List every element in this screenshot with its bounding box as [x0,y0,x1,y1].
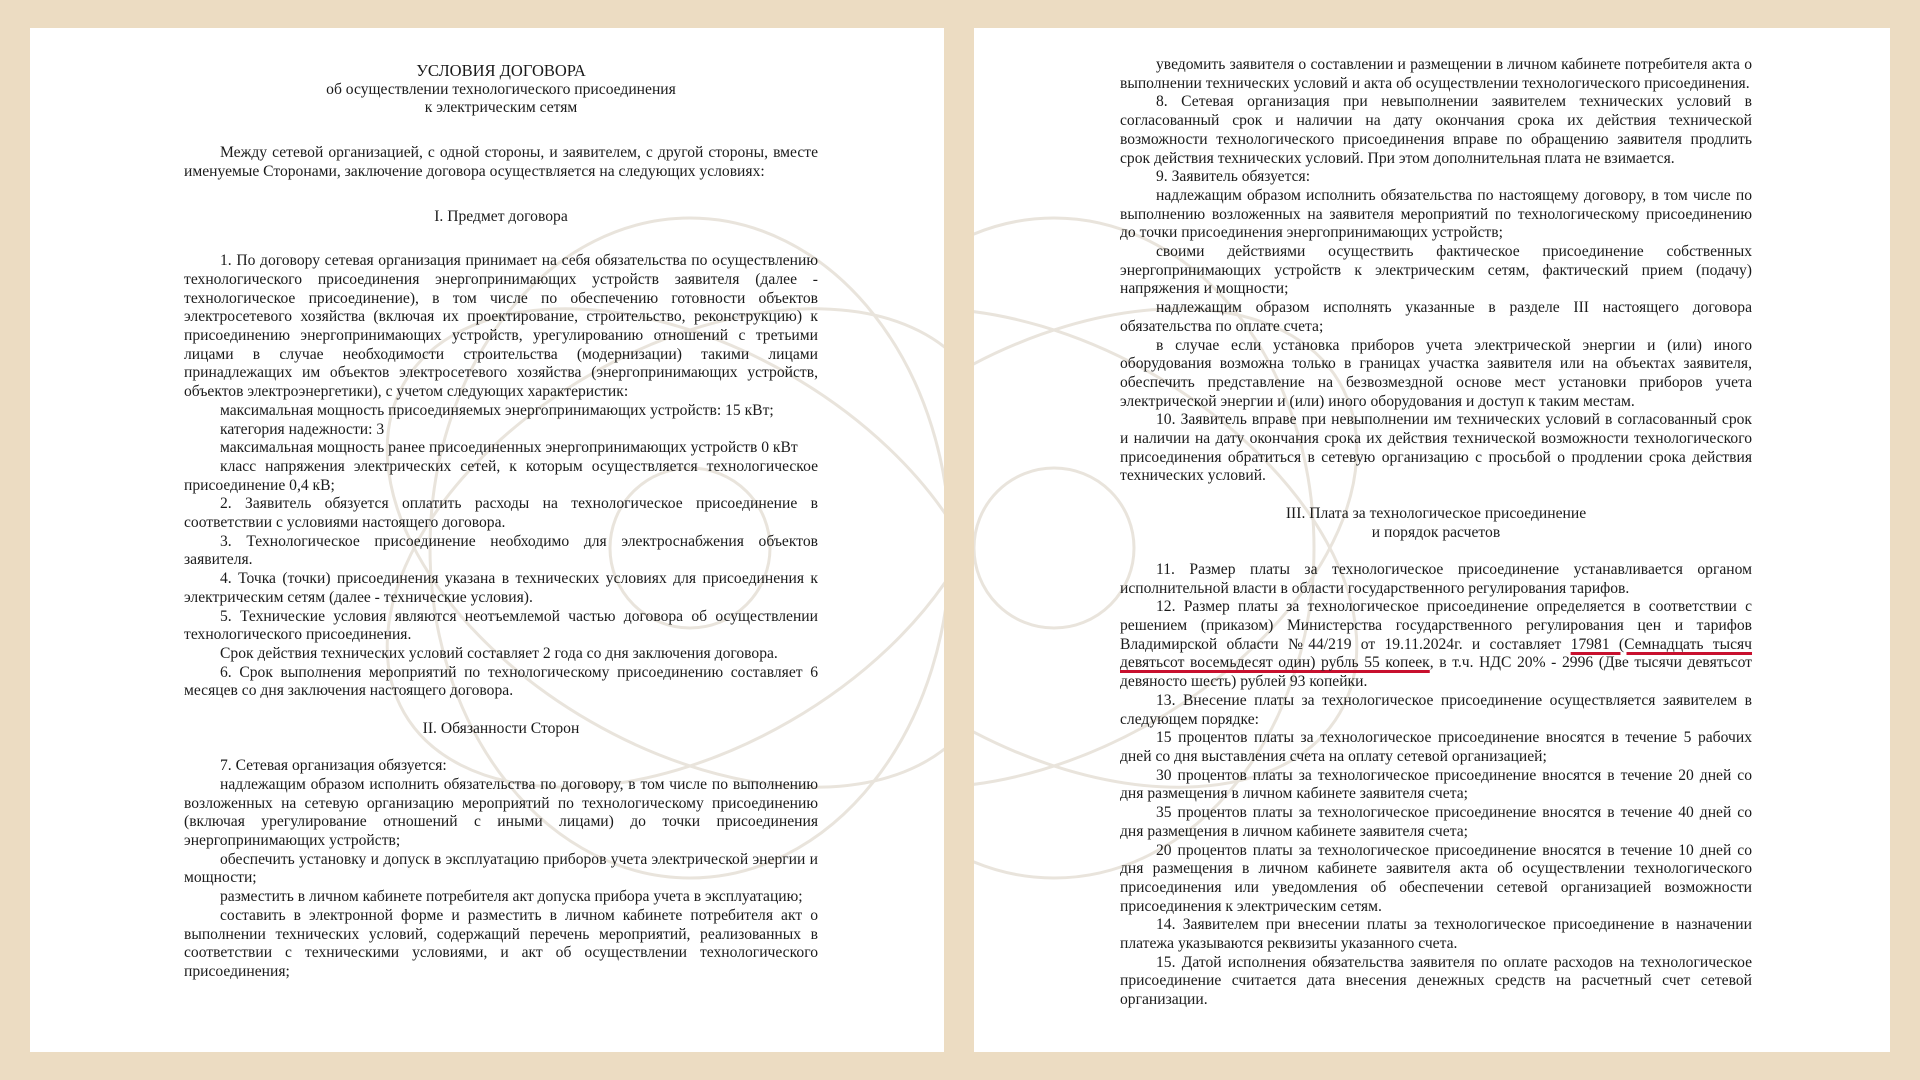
clause-1: 1. По договору сетевая организация принимает на себя обязательства по осуществлению технологического присоединения энергопринимающих устройств заявителя (далее - технологическое присоединение), в том числе по обеспечению готовности объектов электросетевого хозяйства (включая их проектирование, строительство, реконструкцию) к присоединению энергопринимающих устройств, урегулированию отношений с третьими лицами в случае необходимости строительства (модернизации) такими лицами принадлежащих им объектов электросетевого хозяйства (энергопринимающих устройств, объектов электроэнергетики), с учетом следующих характеристик: [184,252,818,401]
clause-13c: 35 процентов платы за технологическое присоединение вносятся в течение 40 дней со дня размещения в личном кабинете заявителя счета; [1120,804,1752,840]
clause-15: 15. Датой исполнения обязательства заявителя по оплате расходов на технологическое присоединение считается дата внесения денежных средств на расчетный счет сетевой организации. [1120,953,1752,1009]
clause-11: 11. Размер платы за технологическое присоединение устанавливается органом исполнительной власти в области государственного регулирования тарифов. [1120,560,1752,597]
left-content [184,62,818,982]
characteristic-previous-power: максимальная мощность ранее присоединенных энергопринимающих устройств 0 кВт [220,439,798,457]
section-heading-3: III. Плата за технологическое присоединение [1285,504,1587,522]
clause-10: 10. Заявитель вправе при невыполнении им технических условий в согласованный срок и наличии на дату окончания срока их действия технической возможности технологического присоединения обратиться в сетевую организацию с просьбой о продлении срока действия технических условий. [1120,411,1752,485]
clause-7: 7. Сетевая организация обязуется: [220,757,447,775]
clause-4: 4. Точка (точки) присоединения указана в технических условиях для присоединения к электрическим сетям (далее - технические условия). [184,570,818,606]
clause-13b: 30 процентов платы за технологическое присоединение вносятся в течение 20 дней со дня размещения в личном кабинете заявителя счета; [1120,766,1752,803]
characteristic-voltage: класс напряжения электрических сетей, к которым осуществляется технологическое присоединение 0,4 кВ; [184,457,818,494]
price-highlight: 17981 (Семнадцать тысяч девятьсот восемьдесят один) рубль 55 копеек [1120,635,1753,672]
characteristic-reliability: категория надежности: 3 [220,420,385,438]
section-heading-1: I. Предмет договора [434,207,568,225]
clause-3: 3. Технологическое присоединение необходимо для электроснабжения объектов заявителя. [184,532,818,569]
clause-9b: своими действиями осуществить фактическое присоединение собственных энергопринимающих устройств к электрическим сетям, фактический прием (подачу) напряжения и мощности; [1120,243,1752,298]
document-title: УСЛОВИЯ ДОГОВОРА [416,61,586,80]
clause-7a: надлежащим образом исполнить обязательства по договору, в том числе по выполнению возложенных на сетевую организацию мероприятий по технологическому присоединению (включая урегулирование отношений с иными лицами) до точки присоединения энергопринимающих устройств; [184,775,818,849]
clause-7e: уведомить заявителя о составлении и размещении в личном кабинете потребителя акта о выполнении технических условий и акта об осуществлении технологического присоединения. [1120,56,1752,92]
right-content [1120,56,1752,1010]
clause-9: 9. Заявитель обязуется: [1156,168,1311,186]
clause-13a: 15 процентов платы за технологическое присоединение вносятся в течение 5 рабочих дней со дня выставления счета на оплату сетевой организацией; [1120,729,1752,765]
clause-14: 14. Заявителем при внесении платы за технологическое присоединение в назначении платежа указываются реквизиты указанного счета. [1120,916,1752,953]
document-page-right [974,28,1890,1052]
clause-9a: надлежащим образом исполнить обязательства по настоящему договору, в том числе по выполнению возложенных на заявителя мероприятий по технологическому присоединению до точки присоединения энергопринимающих устройств; [1120,186,1752,242]
document-subtitle-1: об осуществлении технологического присоединения [326,80,676,98]
clause-6: 6. Срок выполнения мероприятий по технологическому присоединению составляет 6 месяцев со дня заключения настоящего договора. [184,663,818,700]
intro-paragraph: Между сетевой организацией, с одной стороны, и заявителем, с другой стороны, вместе именуемые Сторонами, заключение договора осуществляется на следующих условиях: [184,144,818,180]
clause-2: 2. Заявитель обязуется оплатить расходы на технологическое присоединение в соответствии с условиями настоящего договора. [184,495,818,532]
characteristic-power: максимальная мощность присоединяемых энергопринимающих устройств: 15 кВт; [220,401,774,419]
document-page-left [30,28,944,1052]
section-heading-3-sub: и порядок расчетов [1371,523,1501,541]
document-subtitle-2: к электрическим сетям [424,99,578,117]
clause-5-term: Срок действия технических условий составляет 2 года со дня заключения договора. [220,644,778,662]
clause-5: 5. Технические условия являются неотъемлемой частью договора об осуществлении технологического присоединения. [184,607,818,644]
clause-12-text: 12. Размер платы за технологическое присоединение определяется в соответствии с решением (приказом) Министерства государственного регулирования цен и тарифов Владимирской области №44/219 от 19.11.2024г. и составляет [1120,598,1752,653]
clause-7d: составить в электронной форме и разместить в личном кабинете потребителя акт о выполнении технических условий, содержащий перечень мероприятий, реализованных в соответствии с техническими условиями, и акт об осуществлении технологического присоединения; [184,906,818,980]
clause-13d: 20 процентов платы за технологическое присоединение вносятся в течение 10 дней со дня размещения в личном кабинете заявителя акта об осуществлении технологического присоединения или уведомления об обеспечении сетевой организацией возможности присоединения к электрическим сетям. [1120,841,1752,915]
clause-7c: разместить в личном кабинете потребителя акт допуска прибора учета в эксплуатацию; [220,888,803,906]
section-heading-2: II. Обязанности Сторон [422,719,580,737]
clause-13: 13. Внесение платы за технологическое присоединение осуществляется заявителем в следующем порядке: [1120,691,1752,728]
clause-9d: в случае если установка приборов учета электрической энергии и (или) иного оборудования возможна только в границах участка заявителя или на объектах заявителя, обеспечить представление на безвозмездной основе мест установки приборов учета электрической энергии и (или) иного оборудования и доступ к таким местам. [1120,336,1752,410]
clause-9c: надлежащим образом исполнять указанные в разделе III настоящего договора обязательства по оплате счета; [1120,299,1752,335]
clause-7b: обеспечить установку и допуск в эксплуатацию приборов учета электрической энергии и мощности; [184,850,818,887]
clause-12-vat: , в т.ч. НДС 20% - 2996 (Две тысячи девятьсот девяносто шесть) рублей 93 копейки. [1120,654,1752,691]
clause-12 [1120,598,1752,692]
clause-8: 8. Сетевая организация при невыполнении заявителем технических условий в согласованный срок и наличии на дату окончания срока их действия технической возможности технологического присоединения вправе по обращению заявителя продлить срок действия технических условий. При этом дополнительная плата не взимается. [1120,93,1752,167]
